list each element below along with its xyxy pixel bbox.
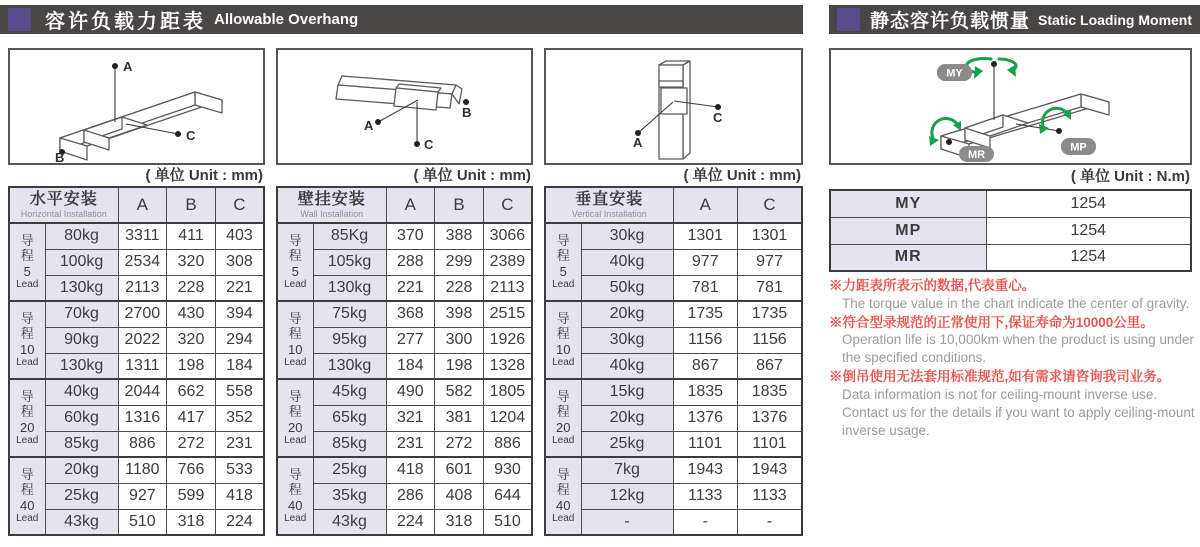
label-c: C [713,110,723,125]
value-c: - [738,509,803,535]
load-cell: - [581,509,673,535]
col-a-header: A [118,187,167,223]
value-b: 417 [167,405,216,431]
value-a: 927 [118,483,167,509]
table-row [830,244,1191,271]
value-a: 886 [118,431,167,457]
table-row [277,509,532,535]
col-b-header: B [435,187,484,223]
value-c: 1835 [738,379,803,405]
table-row [830,190,1191,217]
value-a: 368 [386,301,435,327]
point-c-marker [175,131,181,137]
right-section-header [829,5,1200,34]
lead-40-cell: 导程 40 Lead [277,457,313,535]
value-c: 510 [483,509,532,535]
lead-5-cell: 导程 5 Lead [277,223,313,301]
value-b: 318 [435,509,484,535]
table-row [545,301,802,327]
load-cell: 95kg [313,327,386,353]
moment-table [829,189,1192,272]
value-c: 1204 [483,405,532,431]
table-row [9,327,264,353]
value-a: 3311 [118,223,167,249]
load-cell: 75kg [313,301,386,327]
value-c: 1376 [738,405,803,431]
load-cell: 40kg [45,379,118,405]
value-c: 867 [738,353,803,379]
label-a: A [123,59,133,74]
load-cell: 30kg [581,223,673,249]
label-c: C [424,137,434,152]
value-a: 2022 [118,327,167,353]
value-c: 294 [215,327,264,353]
value-b: 430 [167,301,216,327]
value-c: 1101 [738,431,803,457]
table-row [545,249,802,275]
table-row [545,353,802,379]
lead-5-cell: 导程 5 Lead [545,223,581,301]
load-cell: 130kg [313,275,386,301]
value-b: 228 [167,275,216,301]
col-a-header: A [386,187,435,223]
value-b: 320 [167,249,216,275]
value-a: - [673,509,737,535]
load-cell: 45kg [313,379,386,405]
wall-column [276,48,533,536]
label-a: A [364,118,374,133]
table-row [277,301,532,327]
value-c: 1943 [738,457,803,483]
table-row [277,275,532,301]
table-row [545,431,802,457]
table-row [277,483,532,509]
value-c: 1133 [738,483,803,509]
load-cell: 90kg [45,327,118,353]
lead-20-cell: 导程 20 Lead [9,379,45,457]
load-cell: 50kg [581,275,673,301]
value-c: 533 [215,457,264,483]
value-b: 599 [167,483,216,509]
value-a: 288 [386,249,435,275]
horizontal-rail-diagram [10,50,263,163]
wall-diagram-box [276,48,533,165]
load-cell: 40kg [581,353,673,379]
value-a: 2044 [118,379,167,405]
notes-block [829,277,1200,440]
mr-axis-marker [946,139,952,145]
value-b: 398 [435,301,484,327]
load-cell: 43kg [313,509,386,535]
overhang-columns [8,48,803,536]
value-a: 510 [118,509,167,535]
point-c-marker [414,141,420,147]
value-c: 1805 [483,379,532,405]
load-cell: 15kg [581,379,673,405]
value-c: 2515 [483,301,532,327]
value-c: 224 [215,509,264,535]
moment-value: 1254 [986,244,1191,271]
load-cell: 25kg [45,483,118,509]
load-cell: 20kg [45,457,118,483]
label-a: A [633,135,643,150]
value-b: 272 [435,431,484,457]
value-b: 198 [167,353,216,379]
value-a: 1180 [118,457,167,483]
my-label: MY [946,67,963,80]
col-c-header: C [215,187,264,223]
load-cell: 7kg [581,457,673,483]
value-c: 1328 [483,353,532,379]
value-a: 1735 [673,301,737,327]
value-b: 272 [167,431,216,457]
unit-label-nm: ( 单位 Unit : N.m) [1070,168,1190,185]
load-cell: 130kg [45,353,118,379]
table-row [277,431,532,457]
value-a: 321 [386,405,435,431]
mp-axis-marker [1056,128,1062,134]
table-row [277,327,532,353]
table-row [545,327,802,353]
value-c: 308 [215,249,264,275]
value-a: 2113 [118,275,167,301]
load-cell: 25kg [581,431,673,457]
value-c: 352 [215,405,264,431]
lead-20-cell: 导程 20 Lead [545,379,581,457]
point-a-marker [112,63,118,69]
install-type-header: 壁挂安装 Wall Installation [277,187,386,223]
table-row [277,379,532,405]
right-header-title-zh: 静态容许负载惯量 [870,11,1031,32]
lead-10-cell: 导程 10 Lead [9,301,45,379]
table-row [277,405,532,431]
load-cell: 105kg [313,249,386,275]
load-cell: 20kg [581,405,673,431]
table-row [9,275,264,301]
load-cell: 40kg [581,249,673,275]
value-c: 977 [738,249,803,275]
load-cell: 85kg [313,431,386,457]
vertical-table [544,186,803,536]
table-row [545,223,802,249]
table-row [277,249,532,275]
lead-5-cell: 导程 5 Lead [9,223,45,301]
load-cell: 65kg [313,405,386,431]
value-b: 228 [435,275,484,301]
table-row [545,457,802,483]
value-a: 490 [386,379,435,405]
moment-value: 1254 [986,217,1191,244]
label-b: B [55,150,65,163]
vertical-diagram-box [544,48,803,165]
note-2-en: Operation life is 10,000km when the product is using under the specified conditions. [842,332,1194,366]
table-row [9,457,264,483]
wall-rail-diagram [278,50,531,163]
my-axis-marker [991,61,997,67]
value-c: 3066 [483,223,532,249]
value-c: 418 [215,483,264,509]
value-c: 1926 [483,327,532,353]
moment-label: MY [830,190,986,217]
table-row [545,379,802,405]
moment-rail-diagram [831,50,1190,163]
table-header-row [545,187,802,223]
label-c: C [186,128,196,143]
value-c: 403 [215,223,264,249]
load-cell: 60kg [45,405,118,431]
value-a: 867 [673,353,737,379]
value-a: 1156 [673,327,737,353]
table-row [9,483,264,509]
value-c: 1735 [738,301,803,327]
unit-label-mm: ( 单位 Unit : mm) [145,167,263,184]
label-b: B [462,105,472,120]
load-cell: 25kg [313,457,386,483]
load-cell: 43kg [45,509,118,535]
value-a: 286 [386,483,435,509]
table-row [9,353,264,379]
lead-10-cell: 导程 10 Lead [277,301,313,379]
load-cell: 35kg [313,483,386,509]
table-header-row [9,187,264,223]
table-row [545,509,802,535]
value-b: 766 [167,457,216,483]
table-row [9,223,264,249]
load-cell: 12kg [581,483,673,509]
value-c: 221 [215,275,264,301]
value-a: 1376 [673,405,737,431]
value-a: 370 [386,223,435,249]
col-c-header: C [483,187,532,223]
horizontal-diagram-box [8,48,265,165]
note-1-zh: ※力距表所表示的数据,代表重心。 [829,278,1036,293]
value-c: 930 [483,457,532,483]
lead-20-cell: 导程 20 Lead [277,379,313,457]
value-a: 1101 [673,431,737,457]
table-row [9,301,264,327]
value-c: 2113 [483,275,532,301]
left-header-title-en: Allowable Overhang [214,11,359,28]
value-a: 781 [673,275,737,301]
table-row [830,217,1191,244]
value-b: 300 [435,327,484,353]
table-row [277,457,532,483]
value-a: 2534 [118,249,167,275]
table-row [9,405,264,431]
load-cell: 85kg [45,431,118,457]
value-b: 299 [435,249,484,275]
value-a: 277 [386,327,435,353]
value-a: 221 [386,275,435,301]
load-cell: 70kg [45,301,118,327]
value-a: 224 [386,509,435,535]
value-c: 781 [738,275,803,301]
left-section-header [0,5,803,34]
note-3-zh: ※倒吊使用无法套用标准规范,如有需求请咨询我司业务。 [829,369,1171,385]
value-a: 184 [386,353,435,379]
mr-label: MR [967,149,986,161]
value-a: 231 [386,431,435,457]
table-row [277,353,532,379]
value-b: 601 [435,457,484,483]
value-c: 394 [215,301,264,327]
moment-label: MR [830,244,986,271]
horizontal-table [8,186,265,536]
value-b: 582 [435,379,484,405]
accent-square-icon [837,8,860,31]
point-a-marker [375,119,381,125]
value-c: 886 [483,431,532,457]
value-b: 411 [167,223,216,249]
col-a-header: A [673,187,737,223]
value-c: 231 [215,431,264,457]
value-a: 1835 [673,379,737,405]
value-a: 418 [386,457,435,483]
moment-label: MP [830,217,986,244]
table-row [9,509,264,535]
table-header-row [277,187,532,223]
unit-label-mm: ( 单位 Unit : mm) [413,167,531,184]
value-b: 662 [167,379,216,405]
lead-40-cell: 导程 40 Lead [545,457,581,535]
lead-10-cell: 导程 10 Lead [545,301,581,379]
load-cell: 80kg [45,223,118,249]
value-c: 644 [483,483,532,509]
value-b: 388 [435,223,484,249]
value-a: 977 [673,249,737,275]
install-type-header: 水平安装 Horizontal Installation [9,187,118,223]
load-cell: 20kg [581,301,673,327]
value-a: 1311 [118,353,167,379]
value-a: 1133 [673,483,737,509]
value-b: 320 [167,327,216,353]
load-cell: 100kg [45,249,118,275]
note-3-en: Data information is not for ceiling-mount inverse use. Contact us for the details if you want to apply ceiling-mount inverse usage. [842,386,1195,438]
table-row [9,249,264,275]
value-c: 558 [215,379,264,405]
table-row [545,405,802,431]
load-cell: 30kg [581,327,673,353]
wall-table [276,186,533,536]
value-a: 1301 [673,223,737,249]
right-header-title-en: Static Loading Moment [1038,11,1193,28]
unit-label-mm: ( 单位 Unit : mm) [683,167,801,184]
table-row [9,431,264,457]
value-c: 1301 [738,223,803,249]
table-row [9,379,264,405]
value-c: 184 [215,353,264,379]
col-b-header: B [167,187,216,223]
note-1-en: The torque value in the chart indicate the center of gravity. [842,295,1190,311]
left-header-title-zh: 容许负载力距表 [45,11,206,33]
load-cell: 85Kg [313,223,386,249]
moment-diagram-box [829,48,1192,165]
table-row [545,275,802,301]
accent-square-icon [8,8,31,31]
value-b: 408 [435,483,484,509]
value-a: 1943 [673,457,737,483]
col-c-header: C [738,187,803,223]
value-b: 381 [435,405,484,431]
horizontal-column [8,48,265,536]
value-c: 2389 [483,249,532,275]
mp-label: MP [1070,141,1087,154]
moment-value: 1254 [986,190,1191,217]
value-b: 318 [167,509,216,535]
lead-40-cell: 导程 40 Lead [9,457,45,535]
value-a: 1316 [118,405,167,431]
table-row [545,483,802,509]
vertical-column [544,48,803,536]
vertical-rail-diagram [546,50,801,163]
install-type-header: 垂直安装 Vertical Installation [545,187,673,223]
load-cell: 130kg [313,353,386,379]
load-cell: 130kg [45,275,118,301]
value-b: 198 [435,353,484,379]
value-c: 1156 [738,327,803,353]
value-a: 2700 [118,301,167,327]
note-2-zh: ※符合型录规范的正常使用下,保证寿命为10000公里。 [829,314,1154,330]
table-row [277,223,532,249]
